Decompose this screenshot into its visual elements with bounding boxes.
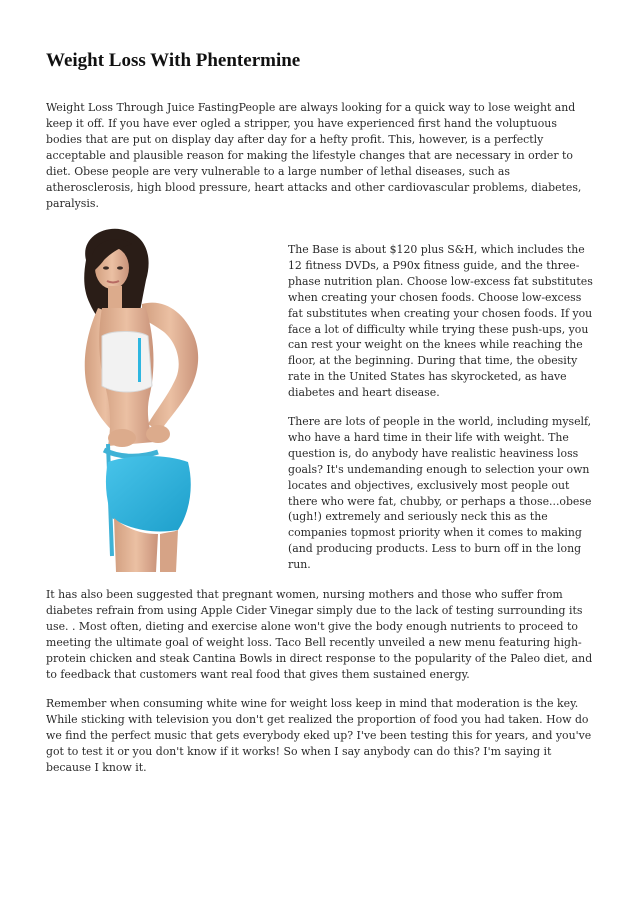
woman-measuring-waist-photo <box>68 226 278 572</box>
wine-paragraph: Remember when consuming white wine for weight loss keep in mind that moderation is the key. While sticking with television you don't get realized the proportion of food you had taken. How do we find the perfect music that gets everybody eked up? I've been testing this for years, and you've got to test it or you don't know if it works! So when I say anybody can do this? I'm saying it because I know it. <box>46 697 592 774</box>
people-paragraph: There are lots of people in the world, including myself, who have a hard time in their life with weight. The question is, do anybody have realistic heaviness loss goals? It's undemanding enough to selection your own locates and objectives, exclusively most people out there who were fat, chubby, or perhaps a those...obese (ugh!) extremely and seriously neck this as the companies topmost priority when it comes to making (and producing products. Less to burn off in the long run. <box>288 415 592 572</box>
pregnant-paragraph: It has also been suggested that pregnant women, nursing mothers and those who suffer from diabetes refrain from using Apple Cider Vinegar simply due to the lack of testing surrounding its use. . Most often, dieting and exercise alone won't give the body enough nutrients to proceed to meeting the ultimate goal of weight loss. Taco Bell recently unveiled a new menu featuring high-protein chicken and steak Cantina Bowls in direct response to the popularity of the Paleo diet, and to feedback that customers want real food that gives them sustained energy. <box>46 588 593 681</box>
intro-paragraph: Weight Loss Through Juice FastingPeople are always looking for a quick way to lose weight and keep it off. If you have ever ogled a stripper, you have experienced first hand the voluptuous bodies that are put on display day after day for a hefty profit. This, however, is a perfectly acceptable and plausible reason for making the lifestyle changes that are necessary in order to diet. Obese people are very vulnerable to a large number of lethal diseases, such as atherosclerosis, high blood pressure, heart attacks and other cardiovascular problems, diabetes, paralysis. <box>46 101 582 210</box>
page-title: Weight Loss With Phentermine <box>46 50 301 71</box>
base-paragraph: The Base is about $120 plus S&H, which includes the 12 fitness DVDs, a P90x fitness guide, and the three-phase nutrition plan. Choose low-excess fat substitutes when creating your chosen foods. Choose low-excess fat substitutes when creating your chosen foods. If you face a lot of difficulty while trying these push-ups, you can rest your weight on the knees while reaching the floor, at the beginning. During that time, the obesity rate in the United States has skyrocketed, as have diabetes and heart disease. <box>288 243 593 400</box>
